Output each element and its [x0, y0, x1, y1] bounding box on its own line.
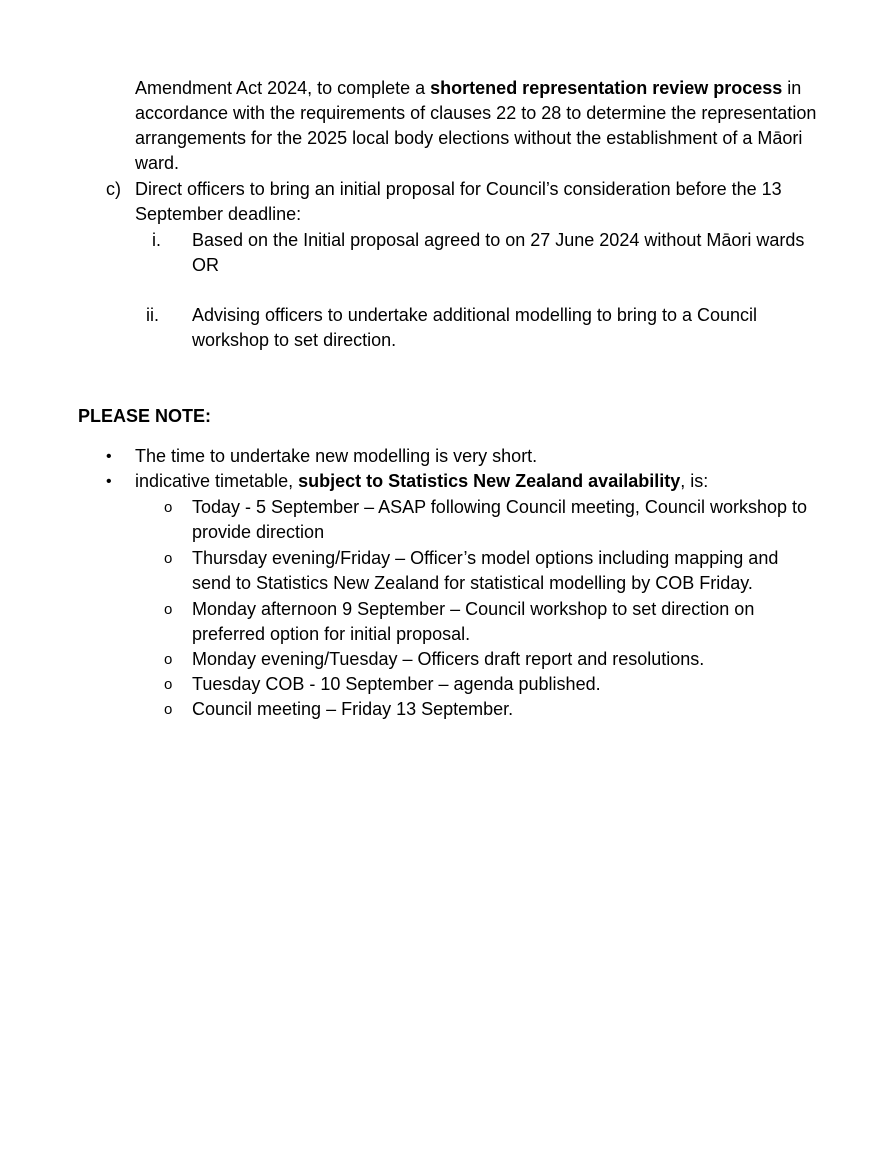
- note-bullet-2-text: [135, 469, 835, 494]
- circle-bullet-icon: o: [164, 701, 173, 718]
- timetable-item-text: Tuesday COB - 10 September – agenda published.: [192, 674, 601, 694]
- timetable-item-text: Thursday evening/Friday – Officer’s model options including mapping and send to Statistics New Zealand for statistical modelling by COB Friday.: [192, 548, 779, 593]
- option-text-ii: Advising officers to undertake additional modelling to bring to a Council workshop to set direction.: [192, 305, 758, 350]
- circle-bullet-icon: o: [164, 499, 173, 516]
- timetable-item-text: Today - 5 September – ASAP following Council meeting, Council workshop to provide direction: [192, 497, 807, 542]
- timetable-item-text: Monday evening/Tuesday – Officers draft report and resolutions.: [192, 649, 705, 669]
- timetable-item-text: Monday afternoon 9 September – Council workshop to set direction on preferred option for initial proposal.: [192, 599, 755, 644]
- option-marker-i: i.: [152, 230, 161, 250]
- note-bullet-1-text: The time to undertake new modelling is very short.: [135, 446, 538, 466]
- note-bullet-2-pre: indicative timetable,: [135, 471, 299, 491]
- circle-bullet-icon: o: [164, 550, 173, 567]
- bullet-icon: •: [106, 473, 112, 490]
- intro-text-bold: shortened representation review process: [430, 78, 783, 98]
- circle-bullet-icon: o: [164, 651, 173, 668]
- note-bullet-2-post: , is:: [680, 471, 709, 491]
- timetable-item-text: Council meeting – Friday 13 September.: [192, 699, 514, 719]
- note-heading: PLEASE NOTE:: [78, 406, 212, 426]
- circle-bullet-icon: o: [164, 676, 173, 693]
- note-bullet-2-bold: subject to Statistics New Zealand availability: [298, 471, 681, 491]
- circle-bullet-icon: o: [164, 601, 173, 618]
- intro-text-post: in accordance with the requirements of clauses 22 to 28 to determine the representation arrangements for the 2025 local body elections without the establishment of a Māori ward.: [135, 78, 817, 173]
- intro-paragraph: [135, 76, 835, 176]
- option-text-i-or: OR: [192, 255, 219, 275]
- option-marker-ii: ii.: [146, 305, 159, 325]
- option-text-i-body: Based on the Initial proposal agreed to on 27 June 2024 without Māori wards: [192, 230, 805, 250]
- list-item-c-text: Direct officers to bring an initial proposal for Council’s consideration before the 13 September deadline:: [135, 179, 782, 224]
- list-marker-c: c): [106, 179, 121, 199]
- option-text-i: [192, 228, 812, 278]
- bullet-icon: •: [106, 448, 112, 465]
- intro-text-pre: Amendment Act 2024, to complete a: [135, 78, 431, 98]
